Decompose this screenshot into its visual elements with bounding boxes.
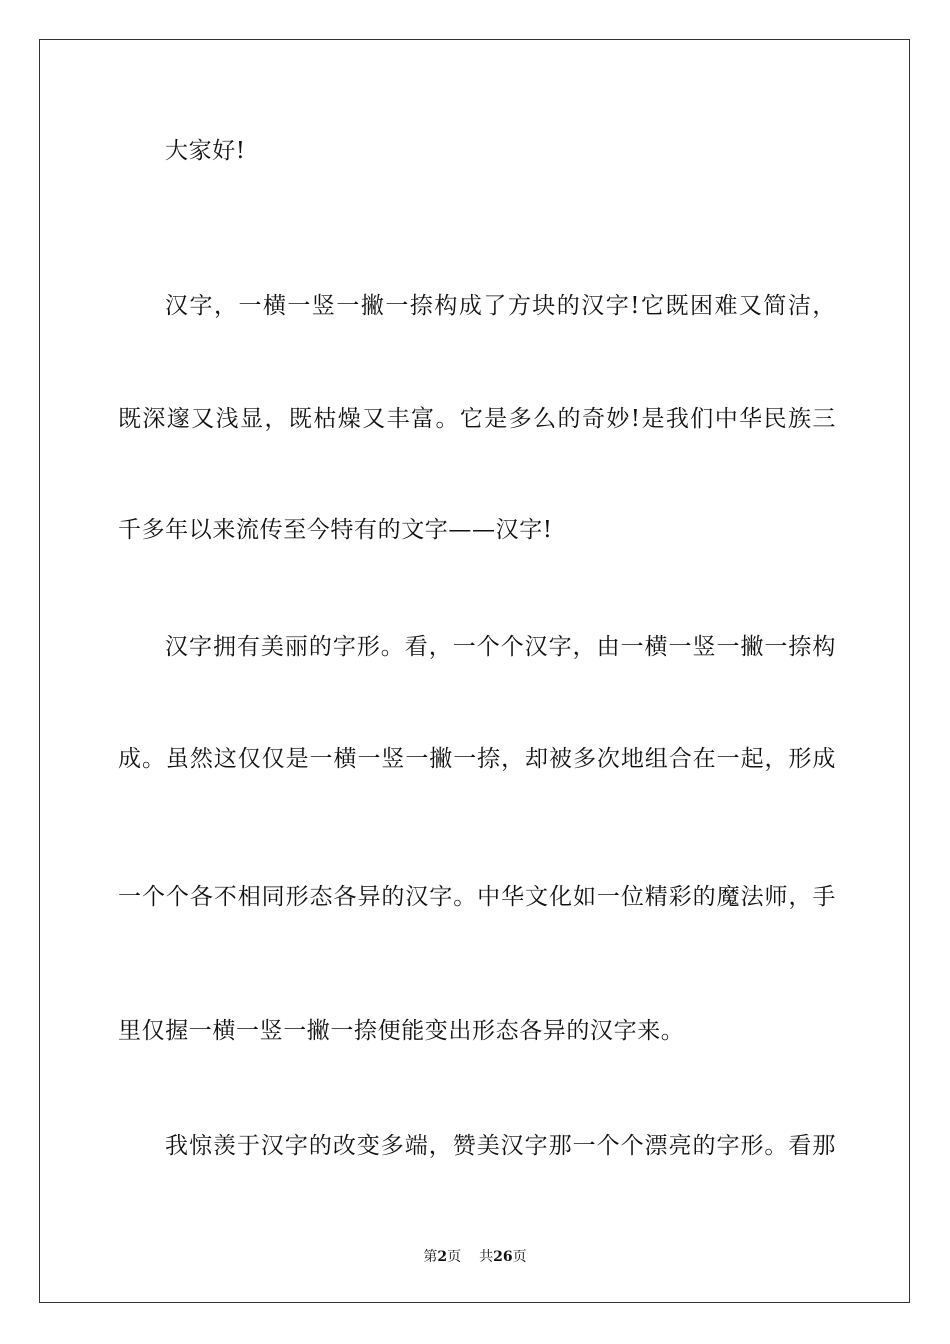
text-line-3: 既深邃又浅显，既枯燥又丰富。它是多么的奇妙!是我们中华民族三 <box>118 406 836 432</box>
text-line-4: 千多年以来流传至今特有的文字——汉字! <box>118 517 553 543</box>
text-line-2: 汉字，一横一竖一撇一捺构成了方块的汉字!它既困难又简洁， <box>165 293 836 319</box>
text-line-6: 成。虽然这仅仅是一横一竖一撇一捺，却被多次地组合在一起，形成 <box>118 746 836 772</box>
text-line-1: 大家好! <box>165 138 246 164</box>
page-number: 2 <box>437 1249 448 1265</box>
total-suffix: 页 <box>512 1249 527 1265</box>
page-footer <box>0 1248 950 1266</box>
text-line-8: 里仅握一横一竖一撇一捺便能变出形态各异的汉字来。 <box>118 1018 685 1044</box>
total-prefix: 共 <box>479 1249 494 1265</box>
page-border <box>39 39 910 1303</box>
text-line-7: 一个个各不相同形态各异的汉字。中华文化如一位精彩的魔法师，手 <box>118 884 836 910</box>
page-prefix: 第 <box>423 1249 438 1265</box>
page-suffix: 页 <box>447 1249 462 1265</box>
total-pages: 26 <box>493 1249 513 1265</box>
text-line-9: 我惊羡于汉字的改变多端，赞美汉字那一个个漂亮的字形。看那 <box>165 1133 836 1159</box>
text-line-5: 汉字拥有美丽的字形。看，一个个汉字，由一横一竖一撇一捺构 <box>165 634 836 660</box>
